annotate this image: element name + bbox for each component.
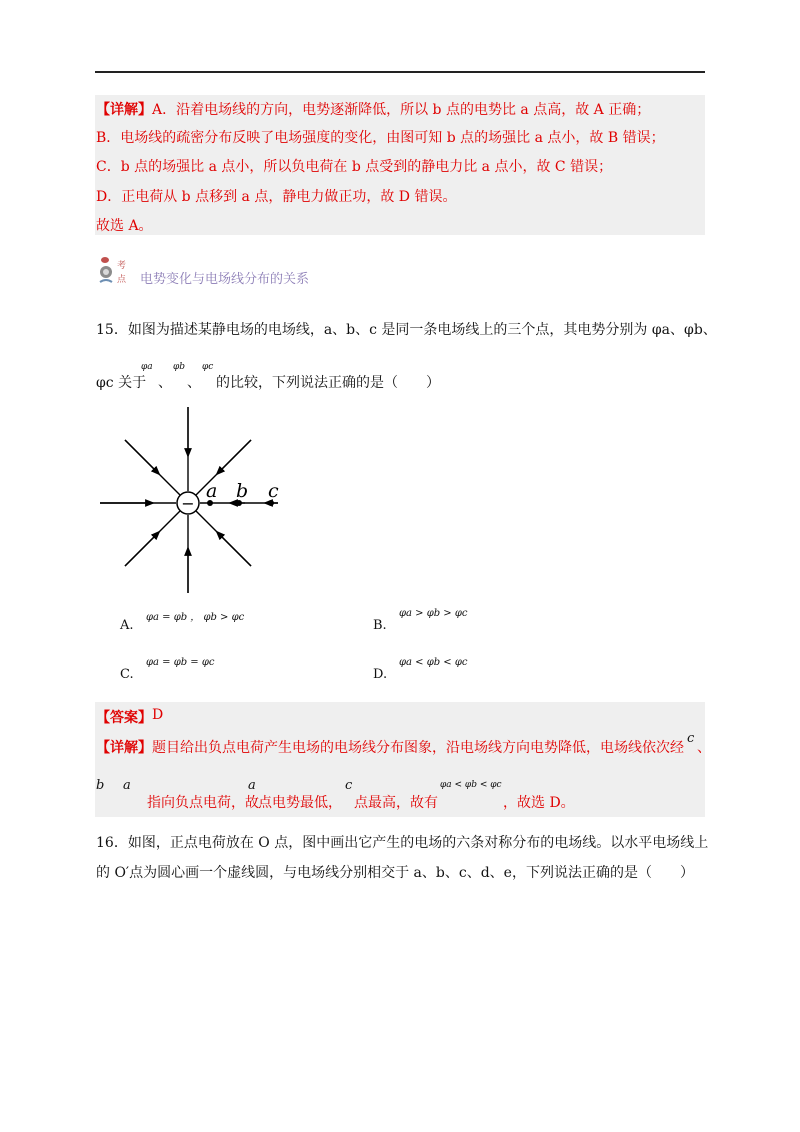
option-b-letter: B. <box>373 618 387 633</box>
field-line-lower-right <box>219 534 251 566</box>
option-d-letter: D. <box>373 667 388 682</box>
explain15-c-2: c <box>345 778 353 793</box>
explain-line-c: C．b 点的场强比 a 点小，所以负电荷在 b 点受到的静电力比 a 点小，故 C 错误； <box>96 159 613 175</box>
badge-char-2: 点 <box>117 275 127 285</box>
q15-phi-c: φc <box>202 362 214 372</box>
explain15-mid-3: 点最高，故有 <box>354 795 438 811</box>
charge-sign: − <box>181 494 195 513</box>
explain15-tag: 【详解】 <box>96 740 152 756</box>
option-b[interactable] <box>373 618 387 633</box>
explain15-end: ，故选 D。 <box>503 795 575 811</box>
option-a-letter: A. <box>120 618 134 633</box>
explain15-c-1: c <box>687 731 695 746</box>
q16-line-1: 16．如图，正点电荷放在 O 点，图中画出它产生的电场的六条对称分布的电场线。以水平电场线上 <box>96 835 709 851</box>
explain15-dun: 、 <box>697 740 711 756</box>
option-d[interactable] <box>373 667 387 682</box>
q15-line-2-end: 的比较，下列说法正确的是（ ） <box>216 375 440 391</box>
topic-label: 电势变化与电场线分布的关系 <box>140 272 310 287</box>
explain15-mid-2: 点电势最低， <box>258 795 342 811</box>
label-a: a <box>206 480 218 502</box>
label-b: b <box>236 480 249 502</box>
option-a[interactable] <box>120 618 134 633</box>
top-rule <box>95 71 705 73</box>
q15-line-2-start: φc 关于 <box>96 375 147 391</box>
explain15-a-2: a <box>248 778 256 793</box>
option-c-expr: φa = φb = φc <box>146 657 215 668</box>
q16-line-2: 的 O′点为圆心画一个虚线圆，与电场线分别相交于 a、b、c、d、e，下列说法正确的是（ ） <box>96 865 694 881</box>
explain-tag: 【详解】 <box>96 102 152 118</box>
answer-value: D <box>152 707 164 723</box>
explain-line-b: B．电场线的疏密分布反映了电场强度的变化，由图可知 b 点的场强比 a 点小，故 B 错误； <box>96 130 665 146</box>
q15-phi-b: φb <box>173 362 186 372</box>
q15-line-1: 15．如图为描述某静电场的电场线，a、b、c 是同一条电场线上的三个点，其电势分别为 φa、φb、 <box>96 322 717 338</box>
field-line-upper-right <box>219 440 251 472</box>
explain15-a-1: a <box>123 778 131 793</box>
badge-char-1: 考 <box>117 261 127 271</box>
label-c: c <box>268 480 279 502</box>
explain15-b: b <box>96 778 105 793</box>
explain-line-a: A．沿着电场线的方向，电势逐渐降低，所以 b 点的电势比 a 点高，故 A 正确； <box>152 102 651 118</box>
field-line-lower-left <box>125 534 157 566</box>
field-line-upper-left <box>125 440 157 472</box>
option-c-letter: C. <box>120 667 134 682</box>
answer-tag: 【答案】 <box>96 710 152 726</box>
topic-badge-icon <box>96 252 136 288</box>
q15-sep-1: 、 <box>158 375 172 391</box>
option-d-expr: φa < φb < φc <box>399 657 468 668</box>
explain15-line-1: 题目给出负点电荷产生电场的电场线分布图象，沿电场线方向电势降低，电场线依次经 <box>152 740 684 756</box>
explain-line-conclusion: 故选 A。 <box>96 218 153 234</box>
explain-line-d: D．正电荷从 b 点移到 a 点，静电力做正功，故 D 错误。 <box>96 189 457 205</box>
option-b-expr: φa > φb > φc <box>399 608 468 619</box>
option-a-expr: φa = φb ， φb > φc <box>146 612 245 623</box>
q15-sep-2: 、 <box>187 375 201 391</box>
option-c[interactable] <box>120 667 134 682</box>
q15-phi-a: φa <box>141 362 153 372</box>
explain15-mid-1: 指向负点电荷，故 <box>147 795 259 811</box>
field-line-diagram <box>95 405 295 600</box>
explain15-relation: φa < φb < φc <box>440 780 502 790</box>
